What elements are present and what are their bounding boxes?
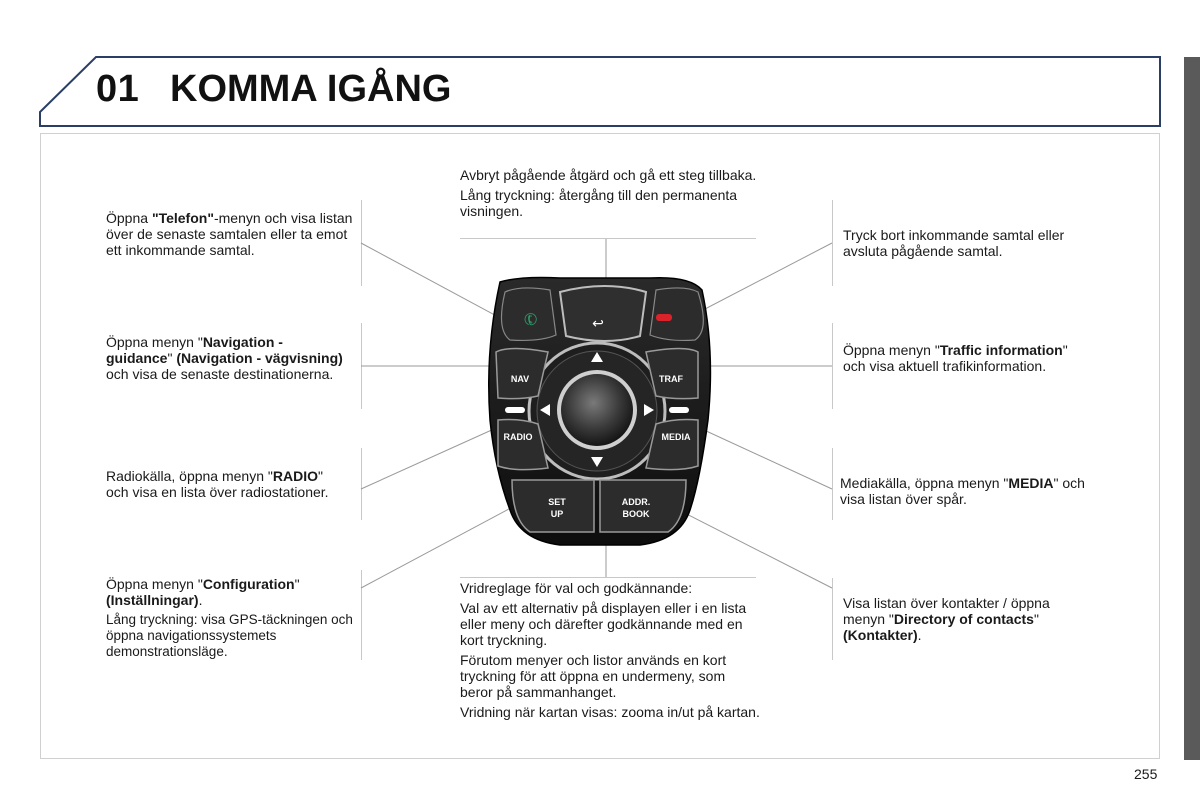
back-button	[560, 286, 646, 341]
telefon-description: Öppna "Telefon"-menyn och visa listan över de senaste samtalen eller ta emot ett inkommande samtal.	[106, 210, 353, 258]
nav-label: NAV	[510, 374, 530, 384]
media-description: Mediakälla, öppna menyn "MEDIA" och visa listan över spår.	[840, 475, 1085, 507]
addr-label-1: ADDR.	[621, 497, 651, 507]
phone-red-icon	[656, 314, 672, 321]
knob-description: Vridreglage för val och godkännande: Val av ett alternativ på displayen eller i en lista eller meny och därefter godkännande med en kort tryckning. Förutom menyer och listor används en kort tryckning för att öppna en undermeny, som beror på sammanhanget. Vridning när kartan visas: zooma in/ut på kartan.	[460, 580, 760, 720]
back-description: Avbryt pågående åtgärd och gå ett steg tillbaka. Lång tryckning: återgång till den permanenta visningen.	[460, 167, 757, 219]
minus-right-icon	[669, 407, 689, 413]
rotary-knob	[561, 374, 633, 446]
page-title: KOMMA IGÅNG	[170, 68, 452, 110]
traf-label: TRAF	[659, 374, 683, 384]
radio-description: Radiokälla, öppna menyn "RADIO" och visa en lista över radiostationer.	[106, 468, 329, 500]
chapter-number: 01	[96, 68, 140, 110]
setup-label-2: UP	[550, 509, 564, 519]
back-arrow-icon: ↩	[592, 316, 604, 332]
radio-label: RADIO	[503, 432, 533, 442]
navigation-description: Öppna menyn "Navigation - guidance" (Navigation - vägvisning) och visa de senaste destinationerna.	[106, 334, 343, 382]
traffic-description: Öppna menyn "Traffic information" och visa aktuell trafikinformation.	[843, 342, 1068, 374]
configuration-description: Öppna menyn "Configuration" (Inställningar). Lång tryckning: visa GPS-täckningen och öppna navigationssystemets demonstrationsläge.	[106, 576, 353, 659]
contacts-description: Visa listan över kontakter / öppna menyn "Directory of contacts" (Kontakter).	[843, 595, 1050, 643]
phone-green-icon: ✆	[520, 307, 542, 332]
hangup-description: Tryck bort inkommande samtal eller avsluta pågående samtal.	[843, 227, 1065, 259]
addr-label-2: BOOK	[622, 509, 650, 519]
page-number: 255	[1134, 766, 1158, 782]
setup-label-1: SET	[548, 497, 566, 507]
minus-left-icon	[505, 407, 525, 413]
media-label: MEDIA	[661, 432, 691, 442]
